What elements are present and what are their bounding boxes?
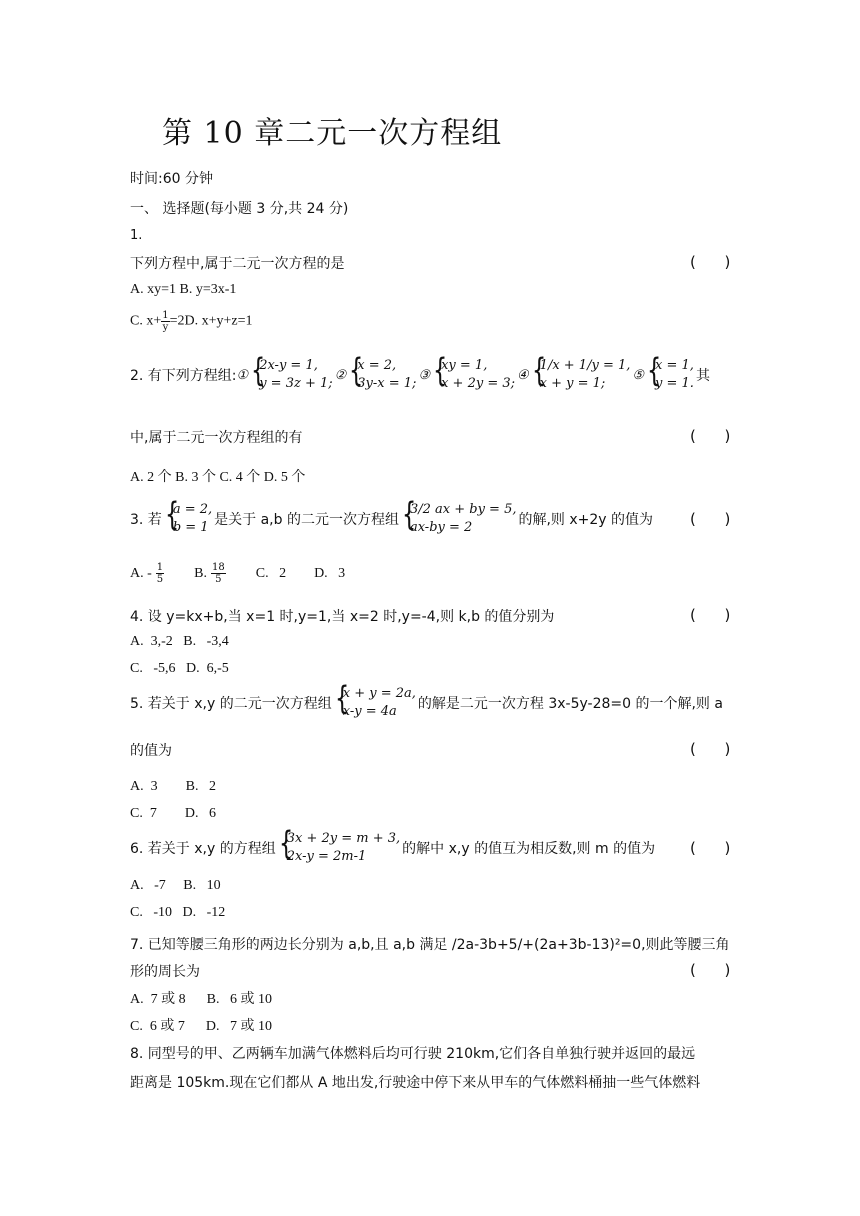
q8-line2: 距离是 105km.现在它们都从 A 地出发,行驶途中停下来从甲车的气体燃料桶抽一些气体燃料	[130, 1075, 701, 1091]
q1-number: 1.	[130, 228, 143, 243]
q2-answer-blank: ( )	[690, 427, 731, 445]
q5-options-ab: A. 3 B. 2	[130, 779, 216, 794]
q1-stem: 下列方程中,属于二元一次方程的是	[130, 256, 345, 272]
q6-stem: 6. 若关于 x,y 的方程组 { 3x + 2y = m + 3, 2x-y = 2m-1 的解中 x,y 的值互为相反数,则 m 的值为	[130, 826, 655, 870]
q1-options-cd: C. x+ $\frac{1}{y}$ =2D. x+y+z=1	[130, 310, 253, 333]
q3-answer-blank: ( )	[690, 510, 731, 528]
q3-options: A. - $\frac{1}{5}$ B. $\frac{18}{5}$ C. 2 D. 3	[130, 562, 346, 585]
q2-stem: 中,属于二元一次方程组的有	[130, 430, 303, 446]
q8-line1: 8. 同型号的甲、乙两辆车加满气体燃料后均可行驶 210km,它们各自单独行驶并返回的最远	[130, 1046, 696, 1062]
q4-options-cd: C. -5,6 D. 6,-5	[130, 661, 229, 676]
q4-answer-blank: ( )	[690, 606, 731, 624]
q1-options-ab: A. xy=1 B. y=3x-1	[130, 282, 237, 297]
time-limit: 时间:60 分钟	[130, 171, 213, 187]
q2-options: A. 2 个 B. 3 个 C. 4 个 D. 5 个	[130, 470, 306, 485]
q6-options-ab: A. -7 B. 10	[130, 878, 221, 893]
q7-line2: 形的周长为	[130, 964, 200, 980]
q5-stem: 的值为	[130, 743, 172, 759]
section-heading: 一、 选择题(每小题 3 分,共 24 分)	[130, 201, 349, 217]
q7-options-cd: C. 6 或 7 D. 7 或 10	[130, 1019, 272, 1034]
q2-line1: 2. 有下列方程组: ① { 2x-y = 1, y = 3z + 1; ② { x = 2, 3y-x = 1; ③ { xy = 1, x + 2y = 3; ④ { 1/x + 1/y = 1, x + y = 1; ⑤ { x = 1, y = 1. 其	[130, 353, 710, 397]
q5-options-cd: C. 7 D. 6	[130, 806, 216, 821]
q5-line1: 5. 若关于 x,y 的二元一次方程组 { x + y = 2a, x-y = 4a 的解是二元一次方程 3x-5y-28=0 的一个解,则 a	[130, 681, 723, 725]
q7-options-ab: A. 7 或 8 B. 6 或 10	[130, 992, 272, 1007]
q7-line1: 7. 已知等腰三角形的两边长分别为 a,b,且 a,b 满足 /2a-3b+5/+(2a+3b-13)²=0,则此等腰三角	[130, 937, 730, 953]
q6-options-cd: C. -10 D. -12	[130, 905, 226, 920]
q4-stem: 4. 设 y=kx+b,当 x=1 时,y=1,当 x=2 时,y=-4,则 k,b 的值分别为	[130, 609, 555, 625]
q6-answer-blank: ( )	[690, 839, 731, 857]
page-title: 第 10 章二元一次方程组	[162, 116, 503, 151]
q5-answer-blank: ( )	[690, 740, 731, 758]
q3-stem: 3. 若 { a = 2, b = 1 是关于 a,b 的二元一次方程组 { 3/2 ax + by = 5, ax-by = 2 的解,则 x+2y 的值为	[130, 497, 653, 541]
q1-answer-blank: ( )	[690, 253, 731, 271]
q7-answer-blank: ( )	[690, 961, 731, 979]
q4-options-ab: A. 3,-2 B. -3,4	[130, 634, 229, 649]
